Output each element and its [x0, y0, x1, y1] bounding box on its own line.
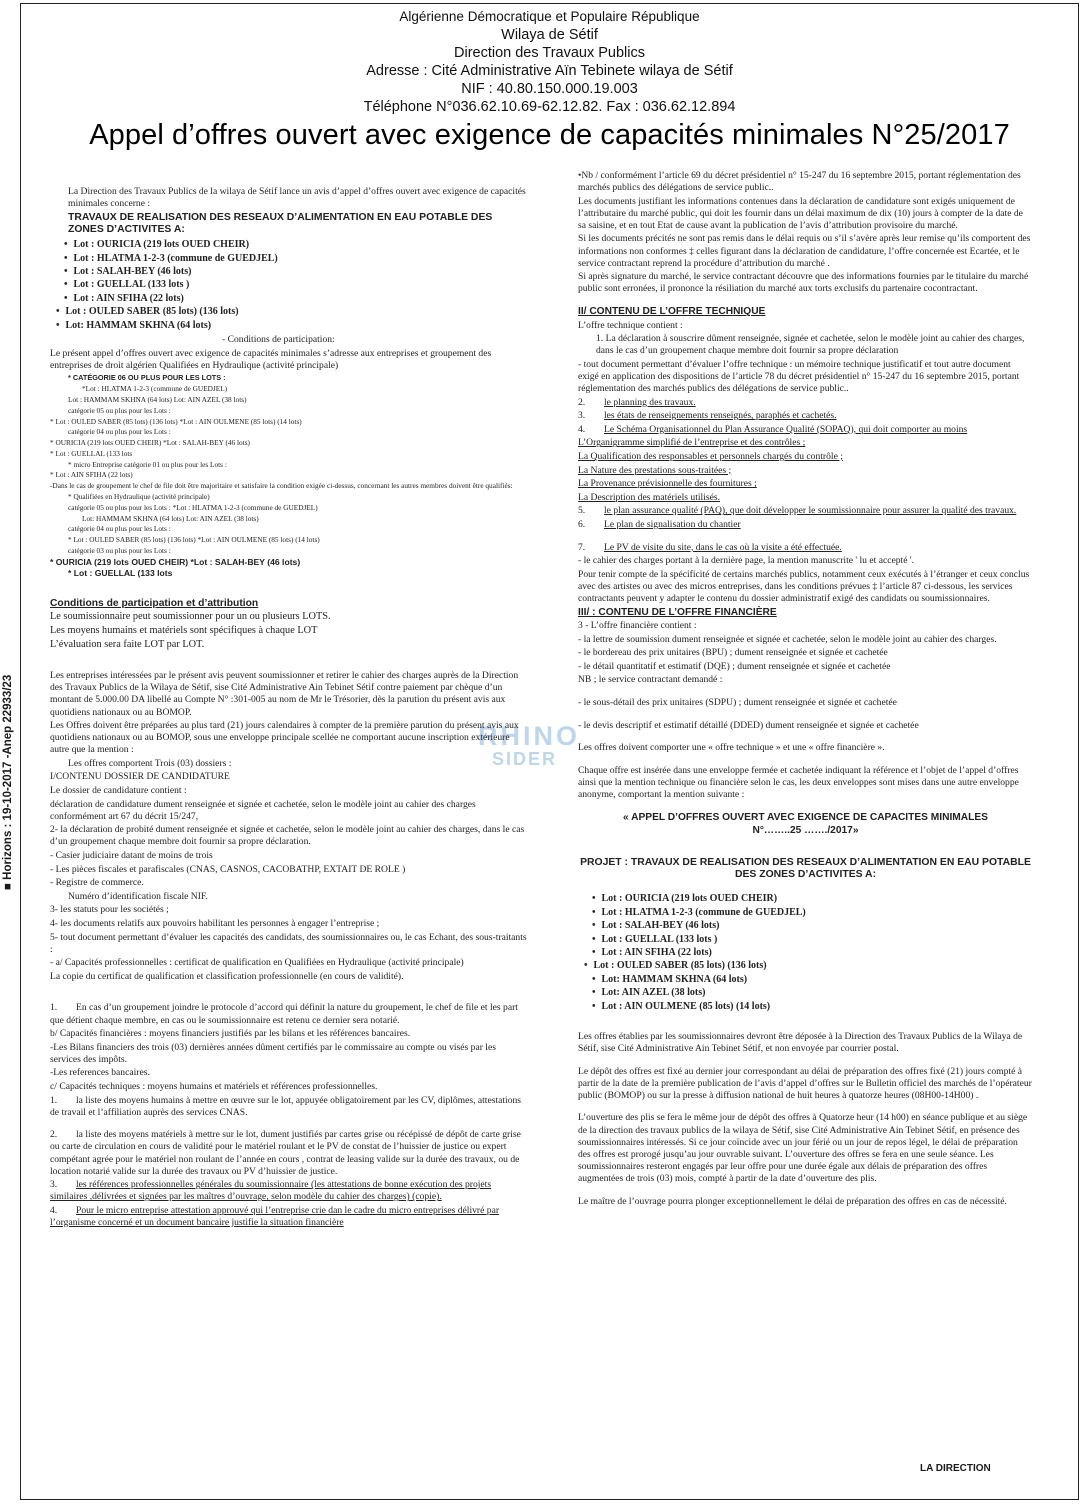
body-paragraph: Numéro d’identification fiscale NIF. [68, 890, 208, 902]
category-line: Lot : HAMMAM SKHNA (64 lots) Lot: AIN AZEL (38 lots) [68, 394, 247, 404]
left-column [50, 186, 528, 1231]
header-block [20, 8, 1079, 116]
project-title: TRAVAUX DE REALISATION DES RESEAUX D’ALIMENTATION EN EAU POTABLE DES ZONES D’ACTIVITES A: [68, 211, 493, 236]
publication-reference: ■ Horizons : 19-10-2017 -Anep 22933/23 [2, 674, 14, 890]
page-title: Appel d’offres ouvert avec exigence de capacités minimales N°25/2017 [89, 119, 1010, 151]
category-line: catégorie 05 ou plus pour les Lots : [68, 405, 171, 415]
financial-offer-title: III/ : CONTENU DE L’OFFRE FINANCIÈRE [578, 606, 777, 618]
list-item: 5. le plan assurance qualité (PAQ), que doit développer le soumissionnaire pour assurer la qualité des travaux. [578, 505, 1017, 517]
body-paragraph: 4- les documents relatifs aux pouvoirs habilitant les personnes à engager l’entreprise ; [50, 918, 380, 930]
header-phone: Téléphone N°036.62.10.69-62.12.82. Fax : 036.62.12.894 [363, 99, 736, 115]
body-paragraph: - le sous-détail des prix unitaires (SDPU) ; dument renseignée et signée et cachetée [578, 697, 897, 709]
header-direction: Direction des Travaux Publics [454, 45, 645, 61]
body-paragraph: Le maître de l’ouvrage pourra plonger exceptionnellement le délai de préparation des offres en cas de nécessité. [578, 1195, 1007, 1207]
body-paragraph: 1. En cas d’un groupement joindre le protocole d’accord qui définit la nature du groupement, le chef de file et les part que détient chaque membre, en cas ou le soumissionnaire est retenu ce dernier sera notarié. [50, 1002, 518, 1026]
body-paragraph: Le dossier de candidature contient : [50, 785, 187, 797]
list-item: 7. Le PV de visite du site, dans le cas où la visite a été effectuée. [578, 541, 842, 553]
body-paragraph: Les Offres doivent être préparées au plus tard (21) jours calendaires à compter de la première parution du présent avis aux quotidiens nationaux ou au BOMOP, sous une enveloppe principale scellée ne comportant aucune inscription extérieure autre que la mention : [50, 720, 519, 756]
category-line: * Lot : OULED SABER (85 lots) (136 lots) *Lot : AIN OULMENE (85 lots) (14 lots) [50, 416, 302, 426]
intro-paragraph: La Direction des Travaux Publics de la wilaya de Sétif lance un avis d’appel d’offres ouvert avec exigence de capacités minimales concerne : [68, 186, 526, 210]
category-list [50, 373, 528, 580]
body-paragraph: 3. les références professionnelles générales du soumissionnaire (les attestations de bonne exécution des projets similaires ,délivrées et signées par les maîtres d’ouvrage, selon modèle du cahier des charges) (copie). [50, 1179, 492, 1203]
body-paragraph: - Casier judiciaire datant de moins de trois [50, 850, 213, 862]
envelope-mention: « APPEL D’OFFRES OUVERT AVEC EXIGENCE DE CAPACITES MINIMALES [623, 811, 988, 823]
list-item: La Description des matériels utilisés. [578, 491, 721, 503]
attribution-line: L’évaluation sera faite LOT par LOT. [50, 638, 205, 650]
list-item: 6. Le plan de signalisation du chantier [578, 518, 741, 530]
body-paragraph: déclaration de candidature dument renseignée et signée et cachetée, selon le modèle joint au cahier des charges conformément art 67 du décrit 15/247, [50, 798, 476, 822]
header-address: Adresse : Cité Administrative Aïn Tebinete wilaya de Sétif [366, 63, 733, 79]
project-title: PROJET : TRAVAUX DE REALISATION DES RESEAUX D’ALIMENTATION EN EAU POTABLE DES ZONES D’ACTIVITES A: [580, 856, 1031, 881]
conditions-title: - Conditions de participation: [222, 334, 335, 346]
category-line: catégorie 04 ou plus pour les Lots : [68, 427, 171, 437]
lot-item: • Lot : AIN SFIHA (22 lots) [578, 946, 1033, 959]
body-paragraph: La copie du certificat de qualification et classification professionnelle (en cours de validité). [50, 970, 404, 982]
body-paragraph: Si après signature du marché, le service contractant découvre que des informations fournies par le titulaire du marché public sont erronées, il prononce la résiliation du marché aux torts exclusifs du partenaire cocontractant. [578, 271, 1029, 295]
body-paragraph: - a/ Capacités professionnelles : certificat de qualification en Qualifiées en Hydraulique (activité principale) [50, 957, 464, 969]
body-paragraph: - tout document permettant d’évaluer l’offre technique : un mémoire technique justificatif et tout autre document exigé en application des dispositions de l’article 78 du décret présidentiel n° 15-247 du 16 septembre 2015, portant réglementation des marchés publics des délégations de service public.. [578, 358, 1020, 394]
lot-item: • Lot : GUELLAL (133 lots ) [50, 278, 528, 291]
lot-item: • Lot : OURICIA (219 lots OUED CHEIR) [50, 238, 528, 251]
right-column [578, 170, 1033, 1209]
lot-item: • Lot: AIN AZEL (38 lots) [578, 986, 1033, 999]
body-paragraph: L’offre technique contient : [578, 319, 683, 331]
list-item: 3. les états de renseignements renseignés, paraphés et cachetés. [578, 410, 837, 422]
attribution-title: Conditions de participation et d’attribution [50, 597, 259, 609]
body-paragraph: L’ouverture des plis se fera le même jour de dépôt des offres à Quatorze heur (14 h00) en séance publique et au siège de la direction des travaux publics de la wilaya de Sétif, sise Cité Administrative Ain Tebinet Sétif, en présence des soumissionnaires intéressés. Si ce jour coïncide avec un jour férié ou un jour de repos légel, le délai de préparation des offres est prorogé jusqu’au jour ouvrable suivant. L’ouverture des offres se fera en une seule séance. Les soumissionnaires resteront engagés par leur offre pour une durée égale aux délais de préparation des offres augmentées de trois (03) mois, compté à partir de la date d’ouverture des plis. [578, 1112, 1028, 1184]
body-paragraph: Les offres doivent comporter une « offre technique » et une « offre financière ». [578, 742, 885, 754]
category-line: * Lot : GUELLAL (133 lots [68, 568, 173, 579]
attribution-line: Les moyens humains et matériels sont spécifiques à chaque LOT [50, 625, 318, 637]
body-paragraph: - Les pièces fiscales et parafiscales (CNAS, CASNOS, CACOBATHP, EXTAIT DE ROLE ) [50, 863, 406, 875]
envelope-mention: N°……..25 ……./2017» [752, 825, 859, 837]
watermark-line1: RHINO [478, 721, 580, 751]
body-paragraph: 4. Pour le micro entreprise attestation approuvé qui l’entreprise crie dan le cadre du micro entreprises délivré par l’organisme concerné et un document bancaire justifie la situation financière [50, 1204, 500, 1228]
list-item: 2. le planning des travaux. [578, 396, 696, 408]
category-line: * Qualifiées en Hydraulique (activité principale) [68, 492, 210, 502]
lot-item: • Lot: HAMMAM SKHNA (64 lots) [50, 319, 528, 332]
body-paragraph: - la lettre de soumission dument renseignée et signée et cachetée, selon le modèle joint au cahier des charges. [578, 633, 997, 645]
section-title: I/CONTENU DOSSIER DE CANDIDATURE [50, 771, 230, 783]
lot-item: • Lot : OULED SABER (85 lots) (136 lots) [50, 305, 528, 318]
category-line: * OURICIA (219 lots OUED CHEIR) *Lot : SALAH-BEY (46 lots) [50, 556, 301, 567]
body-paragraph: 1. la liste des moyens humains à mettre en œuvre sur le lot, appuyée obligatoirement par les CV, diplômes, attestations de travail et l’affiliation auprès des services CNAS. [50, 1094, 522, 1118]
body-paragraph: b/ Capacités financières : moyens financiers justifiés par les bilans et les références bancaires. [50, 1028, 411, 1040]
list-item: 4. Le Schéma Organisationnel du Plan Assurance Qualité (SOPAQ), qui doit comporter au moins [578, 423, 968, 435]
technical-offer-title: II/ CONTENU DE L’OFFRE TECHNIQUE [578, 305, 766, 317]
lot-list [50, 238, 528, 332]
body-paragraph: Les offres établies par les soumissionnaires devront être déposée à la Direction des Travaux Publics de la Wilaya de Sétif, sise Cité Administrative Ain Tebinet Sétif, et non envoyée par courrier postal. [578, 1030, 1023, 1055]
category-line: * micro Entreprise catégorie 01 ou plus pour les Lots : [68, 459, 227, 469]
category-line: * CATÉGORIE 06 OU PLUS POUR LES LOTS : [68, 373, 226, 383]
body-paragraph: Les entreprises intéressées par le présent avis peuvent soumissionner et retirer le cahier des charges auprès de la Direction des Travaux Publics de la Wilaya de Sétif, sise Cité Administrative Ain Tebinet Sétif contre paiement par chèque d’un montant de 5.000.00 DA libellé au Compte N° :301-005 au nom de Mr le Trésorier, dès la parution du présent avis aux quotidiens nationaux ou au BOMOP. [50, 670, 519, 718]
body-paragraph: Chaque offre est insérée dans une enveloppe fermée et cachetée indiquant la référence et l’objet de l’appel d’offres ainsi que la mention technique ou financière selon le cas, les deux enveloppes sont mises dans une autre enveloppe anonyme, comportant la mention suivante : [578, 764, 1019, 801]
lot-list [578, 892, 1033, 1013]
lot-item: • Lot : OURICIA (219 lots OUED CHEIR) [578, 892, 1033, 905]
body-paragraph: - le bordereau des prix unitaires (BPU) ; dument renseignée et signée et cachetée [578, 647, 888, 659]
watermark-line2: SIDER [492, 749, 558, 769]
lot-item: • Lot : OULED SABER (85 lots) (136 lots) [578, 959, 1033, 972]
category-line: catégorie 05 ou plus pour les Lots : *Lot : HLATMA 1-2-3 (commune de GUEDJEL) [68, 502, 318, 512]
category-line: * Lot : AIN SFIHA (22 lots) [50, 470, 133, 480]
category-line: * Lot : OULED SABER (85 lots) (136 lots) *Lot : AIN OULMENE (85 lots) (14 lots) [68, 535, 320, 545]
lot-item: • Lot : SALAH-BEY (46 lots) [578, 919, 1033, 932]
conditions-text: Le présent appel d’offres ouvert avec exigence de capacités minimales s’adresse aux entreprises et groupement des entreprises de droit algérien Qualifiées en Hydraulique (activité principale) [50, 347, 492, 371]
body-paragraph: Le dépôt des offres est fixé au dernier jour correspondant au délai de préparation des offres fixé (21) jours compté à partir de la date de la première publication de l’avis d’appel d’offres sur le Bulletin officiel des marchés de l’opérateur public (BOMOP) ou sur la presse à diffusion national de huit heures à quatorze heures (08H00-14H00) . [578, 1065, 1032, 1101]
body-paragraph: - le cahier des charges portant à la dernière page, la mention manuscrite ' lu et accepté '. [578, 555, 914, 567]
body-paragraph: 2. la liste des moyens matériels à mettre sur le lot, dument justifiés par cartes grise ou récépissé de dépôt de carte grise ou carte de circulation en cours de validité pour le matériel roulant et le PV de constat de l’huissier de justice ou expert compétant agrée pour le matériel non roulant de l’année en cours , contrat de leasing valide sur la durée des travaux, ou de location notarié valide sur la durée des travaux ou PV d’huissier de justice. [50, 1129, 521, 1177]
category-line: Lot: HAMMAM SKHNA (64 lots) Lot: AIN AZEL (38 lots) [82, 513, 259, 523]
lot-item: • Lot: HAMMAM SKHNA (64 lots) [578, 973, 1033, 986]
body-paragraph: Les documents justifiant les informations contenues dans la déclaration de candidature sont exigés uniquement de l’attributaire du marché public, qui doit les fournir dans un délai maximum de dix (10) jours à compter de la date de sa saisine, et en tout Etat de cause avant la publication de l’avis d’attribution provisoire du marché. [578, 195, 1023, 231]
body-paragraph: 3 - L’offre financière contient : [578, 620, 697, 632]
body-paragraph: Si les documents précités ne sont pas remis dans le délai requis ou s’il s’avère après leur remise qu’ils comportent des informations non conformes ‡ celles figurant dans la déclaration de candidature, l’offre concernée est Ecartée, et le service contractant reprend la procédure d’attribution du marché . [578, 233, 1031, 269]
lot-item: • Lot : HLATMA 1-2-3 (commune de GUEDJEL) [50, 252, 528, 265]
body-paragraph: c/ Capacités techniques : moyens humains et matériels et références professionnelles. [50, 1081, 378, 1093]
attribution-line: Le soumissionnaire peut soumissionner pour un ou plusieurs LOTS. [50, 611, 331, 623]
lot-item: • Lot : AIN OULMENE (85 lots) (14 lots) [578, 1000, 1033, 1013]
body-paragraph: -Les Bilans financiers des trois (03) dernières années dûment certifiés par le commissaire au compte ou visés par les services des impôts. [50, 1041, 496, 1065]
signature: LA DIRECTION [920, 1463, 991, 1474]
body-paragraph: •Nb / conformément l’article 69 du décret présidentiel n° 15-247 du 16 septembre 2015, portant réglementation des marchés publics des délégations de service public.. [578, 170, 1021, 194]
category-line: *Lot : HLATMA 1-2-3 (commune de GUEDJEL) [82, 384, 228, 394]
body-paragraph: NB ; le service contractant demandé : [578, 674, 723, 686]
category-line: * Lot : GUELLAL (133 lots [50, 448, 133, 458]
lot-item: • Lot : HLATMA 1-2-3 (commune de GUEDJEL) [578, 906, 1033, 919]
body-paragraph: Les offres comportent Trois (03) dossiers : [68, 757, 232, 769]
body-paragraph: 5- tout document permettant d’évaluer les capacités des candidats, des soumissionnaires ou, le cas Echant, des sous-traitants : [50, 931, 527, 955]
body-paragraph: Pour tenir compte de la spécificité de certains marchés publics, notamment ceux exécutés à l’étranger et ceux conclus avec des artistes ou avec des micros entreprises, dans les conditions prévues ‡ l’article 87 ci-dessous, les services contractants peuvent y adapter le contenu du dossier administratif exigé des candidats ou soumissionnaires. [578, 568, 1030, 604]
category-line: catégorie 03 ou plus pour les Lots : [68, 546, 171, 556]
body-paragraph: - Registre de commerce. [50, 877, 144, 889]
header-nif: NIF : 40.80.150.000.19.003 [461, 81, 638, 97]
body-paragraph: 3- les statuts pour les sociétés ; [50, 904, 169, 916]
list-item: La Qualification des responsables et personnels chargés du contrôle ; [578, 450, 843, 462]
body-paragraph: 1. La déclaration à souscrire dûment renseignée, signée et cachetée, selon le modèle joint au cahier des charges, dans le cas d’un groupement chaque membre doit fournir sa propre déclaration [596, 333, 1025, 357]
body-paragraph: -Les references bancaires. [50, 1067, 150, 1079]
lot-item: • Lot : AIN SFIHA (22 lots) [50, 292, 528, 305]
category-line: * OURICIA (219 lots OUED CHEIR) *Lot : SALAH-BEY (46 lots) [50, 438, 250, 448]
lot-item: • Lot : SALAH-BEY (46 lots) [50, 265, 528, 278]
list-item: L’Organigramme simplifié de l’entreprise et des contrôles ; [578, 437, 806, 449]
body-paragraph: - le détail quantitatif et estimatif (DQE) ; dument renseignée et signée et cachetée [578, 660, 891, 672]
category-line: -Dans le cas de groupement le chef de file doit être majoritaire et satisfaire la condition exigée ci-dessus, concernant les autres membres doivent être qualifiés: [50, 481, 513, 491]
header-wilaya: Wilaya de Sétif [501, 27, 598, 43]
body-paragraph: - le devis descriptif et estimatif détaillé (DDED) dument renseignée et signée et cachetée [578, 719, 919, 731]
body-paragraph: 2- la déclaration de probité dument renseignée et signée et cachetée, selon le modèle joint au cahier des charges, dans le cas d’un groupement chaque membre doit fournir sa propre déclaration. [50, 824, 525, 848]
lot-item: • Lot : GUELLAL (133 lots ) [578, 933, 1033, 946]
list-item: La Provenance prévisionnelle des fournitures ; [578, 478, 757, 490]
list-item: La Nature des prestations sous-traitées ; [578, 464, 732, 476]
category-line: catégorie 04 ou plus pour les Lots : [68, 524, 171, 534]
header-country: Algérienne Démocratique et Populaire République [399, 9, 700, 24]
